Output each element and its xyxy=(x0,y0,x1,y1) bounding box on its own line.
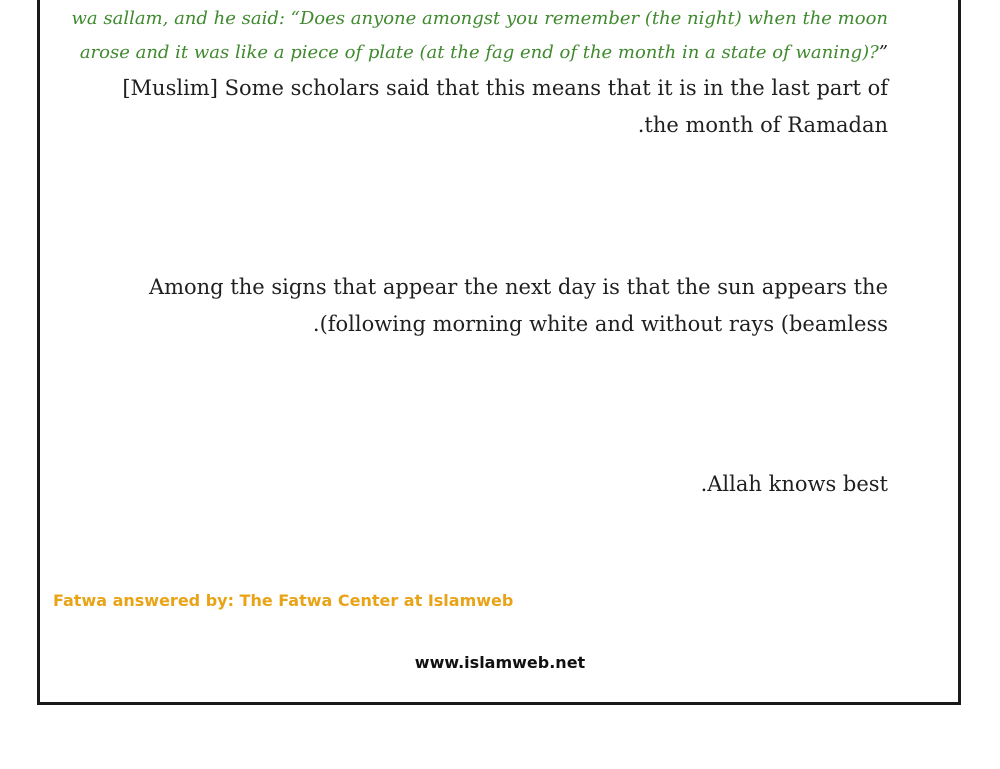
paragraph-1-line-2: .the month of Ramadan xyxy=(637,113,888,137)
quote-line-1: wa sallam, and he said: “Does anyone amongst you remember (the night) when the moon xyxy=(71,8,888,29)
paragraph-2-line-2: .(following morning white and without rays (beamless xyxy=(312,312,888,336)
closing-statement xyxy=(701,466,888,503)
paragraph-1-line-1: [Muslim] Some scholars said that this means that it is in the last part of xyxy=(122,76,888,100)
paragraph-muslim xyxy=(122,70,888,144)
paragraph-signs xyxy=(149,269,888,343)
quote-line-2 xyxy=(71,36,888,70)
fatwa-attribution: Fatwa answered by: The Fatwa Center at Islamweb xyxy=(53,591,514,610)
closing-quote-mark: ” xyxy=(878,42,888,63)
quote-line-2-text: arose and it was like a piece of plate (at the fag end of the month in a state of waning)? xyxy=(79,42,879,63)
closing-line: .Allah knows best xyxy=(700,472,888,496)
site-url-link[interactable]: www.islamweb.net xyxy=(414,653,586,672)
paragraph-2-line-1: Among the signs that appear the next day is that the sun appears the xyxy=(148,275,888,299)
hadith-quote xyxy=(71,2,888,70)
